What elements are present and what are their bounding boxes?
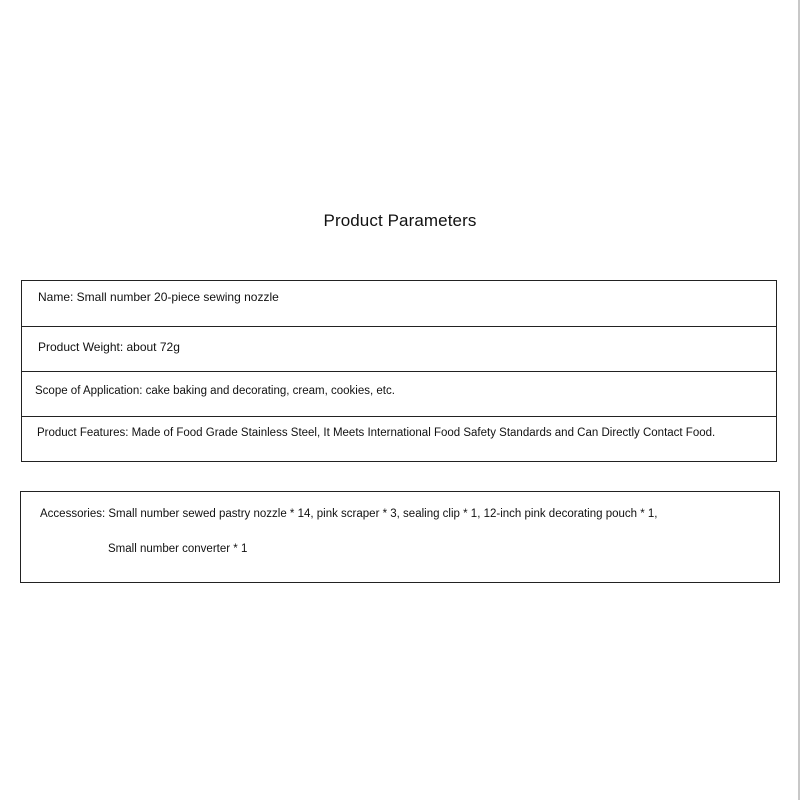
parameter-features-text: Product Features: Made of Food Grade Stainless Steel, It Meets International Food Safety Standards and Can Directly Contact Food.: [37, 427, 716, 439]
parameter-name-text: Name: Small number 20-piece sewing nozzle: [38, 290, 279, 304]
parameter-weight-text: Product Weight: about 72g: [38, 340, 180, 354]
parameter-scope-text: Scope of Application: cake baking and decorating, cream, cookies, etc.: [35, 385, 395, 397]
parameter-row-weight: [22, 326, 776, 371]
accessories-box: [20, 491, 780, 583]
accessories-line-2: Small number converter * 1: [108, 543, 248, 555]
page-title: Product Parameters: [323, 211, 477, 230]
parameter-row-features: [22, 416, 776, 461]
parameter-row-name: [22, 281, 776, 326]
accessories-line-1: Accessories: Small number sewed pastry nozzle * 14, pink scraper * 3, sealing clip * 1, 12-inch pink decorating pouch * 1,: [40, 508, 658, 520]
parameter-row-scope: [22, 371, 776, 416]
parameters-table: [21, 280, 777, 462]
